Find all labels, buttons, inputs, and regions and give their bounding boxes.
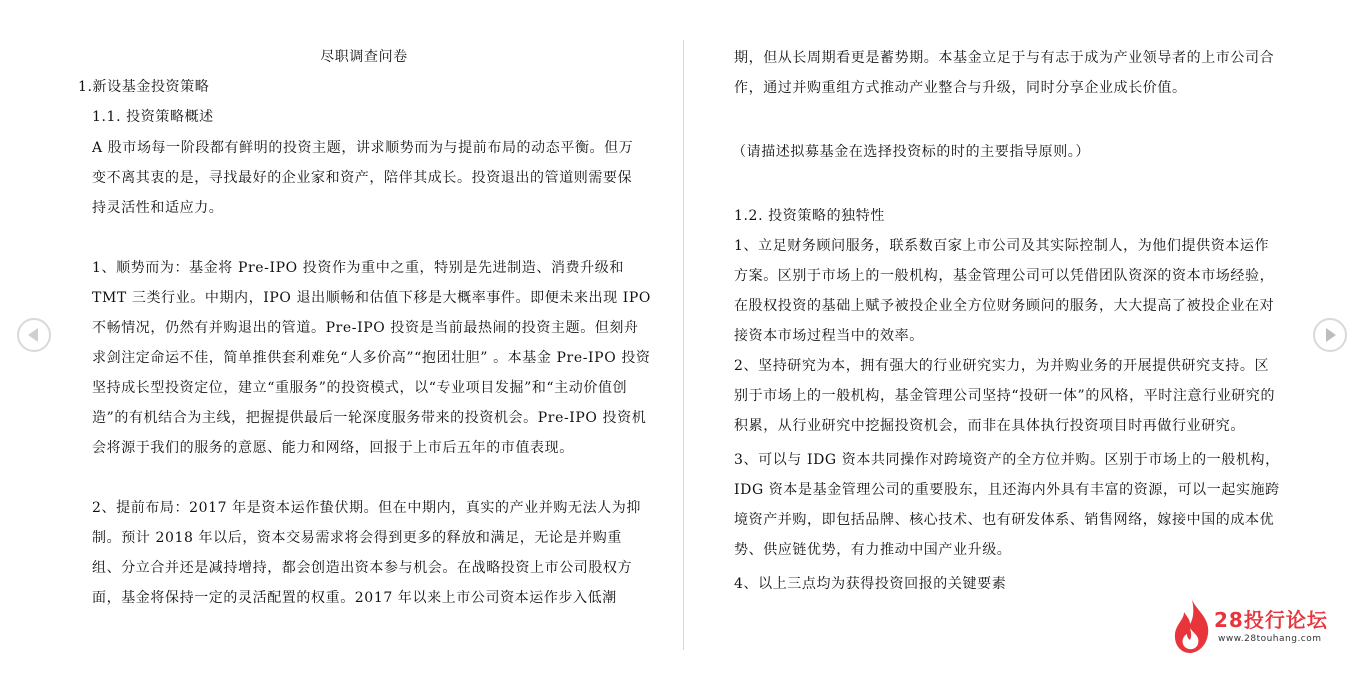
- site-logo[interactable]: [1172, 598, 1352, 656]
- paragraph-line: TMT 三类行业。中期内，IPO 退出顺畅和估值下移是大概率事件。即便未来出现 IPO: [92, 290, 652, 306]
- document-title: 尽职调查问卷: [320, 49, 408, 65]
- paragraph-line: 势、供应链优势，有力推动中国产业升级。: [734, 542, 1012, 558]
- paragraph-line: 变不离其衷的是，寻找最好的企业家和资产，陪伴其成长。投资退出的管道则需要保: [92, 170, 633, 186]
- paragraph-line: 方案。区别于市场上的一般机构，基金管理公司可以凭借团队资深的资本市场经验，: [734, 268, 1275, 284]
- prev-page-button[interactable]: [17, 318, 51, 352]
- chevron-left-icon: [19, 320, 49, 350]
- subsection-heading: 1.1. 投资策略概述: [92, 109, 214, 125]
- paragraph-line: IDG 资本是基金管理公司的重要股东，且还海内外具有丰富的资源，可以一起实施跨: [734, 482, 1280, 498]
- paragraph-line: 面，基金将保持一定的灵活配置的权重。2017 年以来上市公司资本运作步入低潮: [92, 590, 617, 606]
- paragraph-line: 1、立足财务顾问服务，联系数百家上市公司及其实际控制人，为他们提供资本运作: [734, 238, 1270, 254]
- instruction-note: （请描述拟募基金在选择投资标的时的主要指导原则。）: [732, 144, 1090, 160]
- paragraph-line: 作，通过并购重组方式推动产业整合与升级，同时分享企业成长价值。: [734, 80, 1187, 96]
- paragraph-line: 别于市场上的一般机构，基金管理公司坚持“投研一体”的风格，平时注意行业研究的: [734, 388, 1276, 404]
- paragraph-line: 不畅情况，仍然有并购退出的管道。Pre-IPO 投资是当前最热闹的投资主题。但刻舟: [92, 320, 639, 336]
- logo-name: 28投行论坛: [1214, 608, 1328, 632]
- paragraph-line: 会将源于我们的服务的意愿、能力和网络，回报于上市后五年的市值表现。: [92, 440, 574, 456]
- next-page-button[interactable]: [1313, 318, 1347, 352]
- paragraph-line: 1、顺势而为：基金将 Pre-IPO 投资作为重中之重，特别是先进制造、消费升级和: [92, 260, 624, 276]
- flame-icon: [1172, 598, 1212, 654]
- paragraph-line: 3、可以与 IDG 资本共同操作对跨境资产的全方位并购。区别于市场上的一般机构，: [734, 452, 1280, 468]
- paragraph-line: 组、分立合并还是减持增持，都会创造出资本参与机会。在战略投资上市公司股权方: [92, 560, 633, 576]
- paragraph-line: 造”的有机结合为主线，把握提供最后一轮深度服务带来的投资机会。Pre-IPO 投资机: [92, 410, 647, 426]
- paragraph-line: 持灵活性和适应力。: [92, 200, 224, 216]
- paragraph-line: 坚持成长型投资定位，建立“重服务”的投资模式，以“专业项目发掘”和“主动价值创: [92, 380, 628, 396]
- paragraph-line: 积累，从行业研究中挖掘投资机会，而非在具体执行投资项目时再做行业研究。: [734, 418, 1245, 434]
- paragraph-line: 在股权投资的基础上赋予被投企业全方位财务顾问的服务，大大提高了被投企业在对: [734, 298, 1275, 314]
- paragraph-line: 境资产并购，即包括品牌、核心技术、也有研发体系、销售网络，嫁接中国的成本优: [734, 512, 1275, 528]
- chevron-right-icon: [1315, 320, 1345, 350]
- left-page: [72, 0, 656, 674]
- subsection-heading: 1.2. 投资策略的独特性: [734, 208, 885, 224]
- paragraph-line: A 股市场每一阶段都有鲜明的投资主题，讲求顺势而为与提前布局的动态平衡。但万: [92, 140, 634, 156]
- page-divider: [683, 40, 684, 650]
- paragraph-line: 2、提前布局：2017 年是资本运作蛰伏期。但在中期内，真实的产业并购无法人为抑: [92, 500, 641, 516]
- paragraph-line: 求剑注定命运不佳，简单推供套利难免“人多价高”“抱团壮胆” 。本基金 Pre-IPO 投资: [92, 350, 651, 366]
- section-heading: 1.新设基金投资策略: [78, 79, 210, 95]
- paragraph-line: 接资本市场过程当中的效率。: [734, 328, 924, 344]
- paragraph-line: 2、坚持研究为本，拥有强大的行业研究实力，为并购业务的开展提供研究支持。区: [734, 358, 1270, 374]
- paragraph-line: 制。预计 2018 年以后，资本交易需求将会得到更多的释放和满足，无论是并购重: [92, 530, 622, 546]
- right-page: [726, 0, 1302, 674]
- logo-url: www.28touhang.com: [1218, 634, 1322, 644]
- paragraph-line: 4、以上三点均为获得投资回报的关键要素: [734, 576, 1007, 592]
- paragraph-line: 期，但从长周期看更是蓄势期。本基金立足于与有志于成为产业领导者的上市公司合: [734, 50, 1275, 66]
